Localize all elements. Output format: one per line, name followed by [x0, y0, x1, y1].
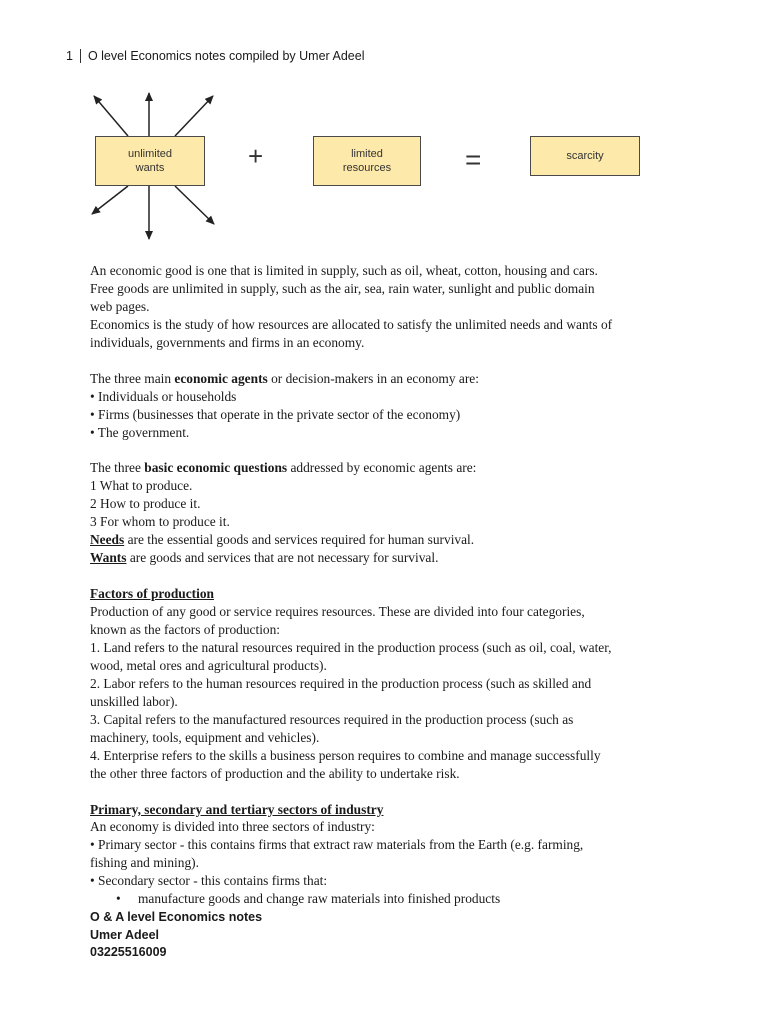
factors-line: 2. Labor refers to the human resources required in the production process (such as skilled and: [90, 675, 592, 691]
economic-questions-term: basic economic questions: [144, 460, 288, 476]
footer-author: Umer Adeel: [90, 927, 160, 942]
equals-sign: =: [465, 144, 482, 175]
scarcity-box: [530, 136, 640, 176]
agent-item: • Individuals or households: [90, 388, 237, 404]
body-text: [90, 262, 690, 908]
factors-line: 1. Land refers to the natural resources required in the production process (such as oil, coal, water,: [90, 639, 612, 655]
wants-definition: Wants are goods and services that are not necessary for survival.: [90, 550, 439, 566]
unlimited-wants-line-1: unlimited: [127, 148, 173, 160]
plus-sign: +: [248, 141, 264, 171]
factors-line: 3. Capital refers to the manufactured resources required in the production process (such as: [90, 711, 574, 727]
scarcity-label: scarcity: [566, 150, 604, 162]
sectors-sub-bullet: • manufacture goods and change raw materials into finished products: [90, 890, 690, 908]
agents-intro: The three main economic agents or decision-makers in an economy are:: [90, 370, 479, 386]
factors-line: unskilled labor).: [90, 693, 178, 709]
economic-agents-term: economic agents: [174, 370, 268, 386]
page-header: [66, 47, 364, 65]
sectors-line: • Secondary sector - this contains firms that:: [90, 873, 328, 889]
question-item: 3 For whom to produce it.: [90, 514, 230, 530]
question-item: 2 How to produce it.: [90, 496, 201, 512]
factors-line: Production of any good or service requires resources. These are divided into four categories,: [90, 604, 585, 620]
intro-line: Free goods are unlimited in supply, such as the air, sea, rain water, sunlight and public domain: [90, 280, 595, 296]
wants-term: Wants: [90, 550, 127, 566]
factors-line: the other three factors of production and the ability to undertake risk.: [90, 765, 460, 781]
page-footer: [90, 909, 262, 962]
factors-line: 4. Enterprise refers to the skills a business person requires to combine and manage successfully: [90, 747, 601, 763]
question-item: 1 What to produce.: [90, 478, 193, 494]
needs-term: Needs: [90, 532, 125, 548]
unlimited-wants-box: [95, 136, 205, 186]
unlimited-wants-line-2: wants: [135, 162, 165, 174]
sectors-line: fishing and mining).: [90, 855, 199, 871]
agent-item: • The government.: [90, 424, 190, 440]
header-title: O level Economics notes compiled by Umer Adeel: [87, 49, 365, 63]
limited-resources-line-2: resources: [342, 162, 392, 174]
questions-intro: The three basic economic questions addressed by economic agents are:: [90, 460, 477, 476]
intro-line: web pages.: [90, 298, 150, 314]
factors-line: machinery, tools, equipment and vehicles).: [90, 729, 320, 745]
intro-line: An economic good is one that is limited in supply, such as oil, wheat, cotton, housing and cars.: [90, 263, 598, 278]
sectors-line: • Primary sector - this contains firms that extract raw materials from the Earth (e.g. farming,: [90, 837, 584, 853]
footer-line: O & A level Economics notes: [90, 910, 263, 924]
intro-line: individuals, governments and firms in an economy.: [90, 334, 365, 350]
page-number: 1: [66, 49, 81, 63]
agent-item: • Firms (businesses that operate in the private sector of the economy): [90, 406, 461, 422]
sectors-heading: Primary, secondary and tertiary sectors of industry: [90, 801, 384, 817]
factors-line: known as the factors of production:: [90, 622, 281, 638]
footer-phone: 03225516009: [90, 945, 167, 959]
limited-resources-box: [313, 136, 421, 186]
limited-resources-line-1: limited: [351, 148, 383, 160]
needs-definition: Needs are the essential goods and services required for human survival.: [90, 532, 475, 548]
factors-heading: Factors of production: [90, 586, 214, 602]
scarcity-diagram: [80, 86, 660, 246]
sectors-line: An economy is divided into three sectors of industry:: [90, 819, 375, 835]
factors-line: wood, metal ores and agricultural products).: [90, 657, 327, 673]
intro-line: Economics is the study of how resources are allocated to satisfy the unlimited needs and wants of: [90, 316, 613, 332]
